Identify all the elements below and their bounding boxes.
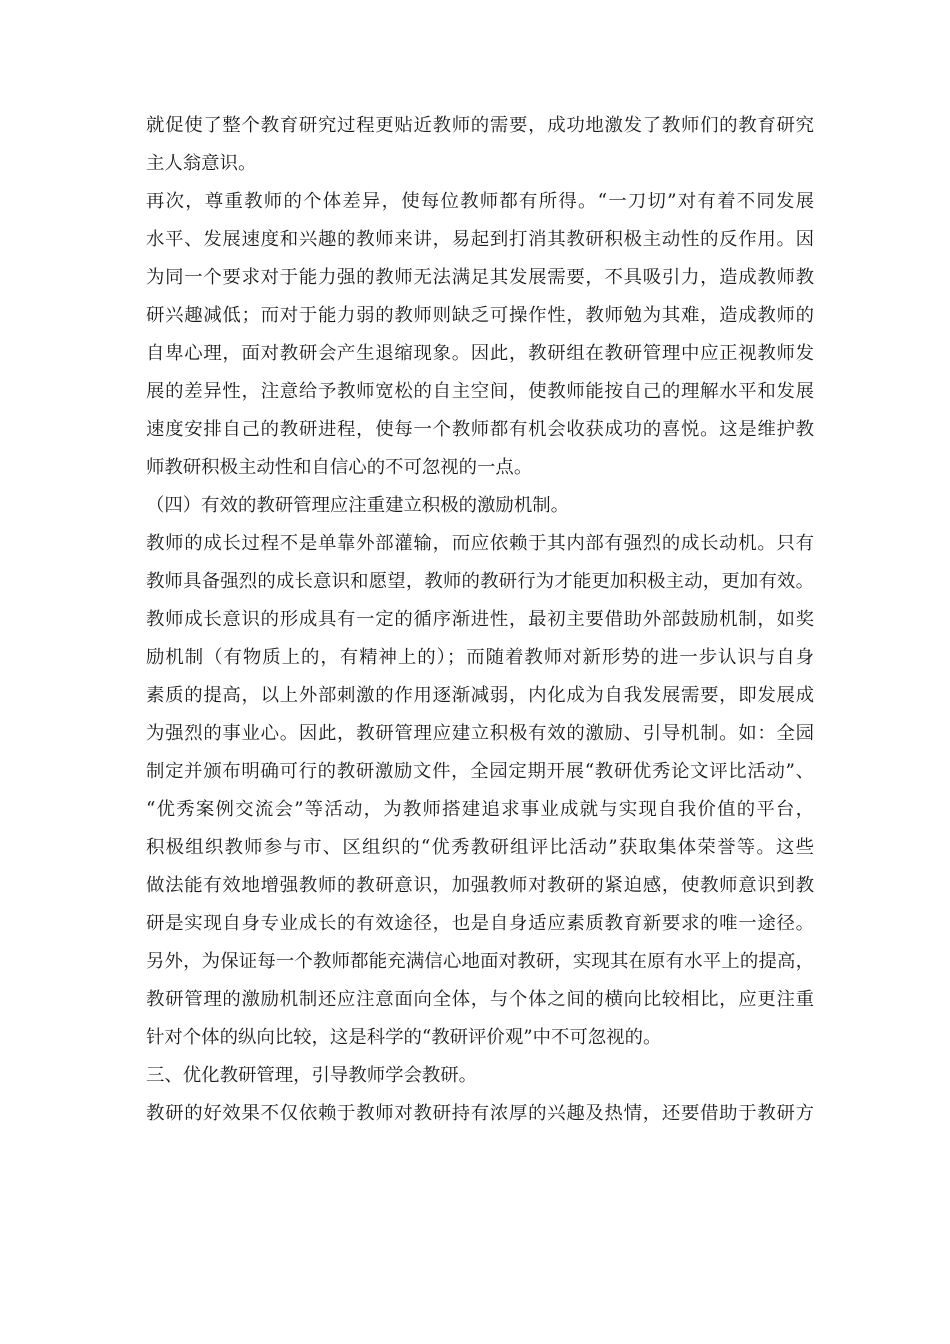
text-line: 再次，尊重教师的个体差异，使每位教师都有所得。“一刀切”对有着不同发展 bbox=[146, 191, 814, 212]
text-line: 积极组织教师参与市、区组织的“优秀教研组评比活动”获取集体荣誉等。这些 bbox=[146, 837, 814, 858]
text-line: 教师成长意识的形成具有一定的循序渐进性，最初主要借助外部鼓励机制，如奖 bbox=[146, 609, 814, 630]
section-heading: 三、优化教研管理，引导教师学会教研。 bbox=[146, 1065, 478, 1086]
text-line: 主人翁意识。 bbox=[146, 153, 257, 174]
text-line: 教师的成长过程不是单靠外部灌输，而应依赖于其内部有强烈的成长动机。只有 bbox=[146, 533, 814, 554]
text-line: 素质的提高，以上外部刺激的作用逐渐减弱，内化成为自我发展需要，即发展成 bbox=[146, 685, 814, 706]
text-line: 为同一个要求对于能力强的教师无法满足其发展需要，不具吸引力，造成教师教 bbox=[146, 267, 814, 288]
text-line: 研是实现自身专业成长的有效途径，也是自身适应素质教育新要求的唯一途径。 bbox=[146, 913, 814, 934]
text-line: 教研的好效果不仅依赖于教师对教研持有浓厚的兴趣及热情，还要借助于教研方 bbox=[146, 1103, 814, 1124]
text-line: 针对个体的纵向比较，这是科学的“教研评价观”中不可忽视的。 bbox=[146, 1027, 662, 1048]
text-line: “优秀案例交流会”等活动，为教师搭建追求事业成就与实现自我价值的平台， bbox=[146, 799, 814, 820]
text-line: 教师具备强烈的成长意识和愿望，教师的教研行为才能更加积极主动，更加有效。 bbox=[146, 571, 814, 592]
text-line: 自卑心理，面对教研会产生退缩现象。因此，教研组在教研管理中应正视教师发 bbox=[146, 343, 814, 364]
section-heading: （四）有效的教研管理应注重建立积极的激励机制。 bbox=[146, 495, 569, 516]
text-line: 水平、发展速度和兴趣的教师来讲，易起到打消其教研积极主动性的反作用。因 bbox=[146, 229, 814, 250]
text-line: 为强烈的事业心。因此，教研管理应建立积极有效的激励、引导机制。如：全园 bbox=[146, 723, 814, 744]
text-line: 速度安排自己的教研进程，使每一个教师都有机会收获成功的喜悦。这是维护教 bbox=[146, 419, 814, 440]
text-line: 做法能有效地增强教师的教研意识，加强教师对教研的紧迫感，使教师意识到教 bbox=[146, 875, 814, 896]
text-line: 展的差异性，注意给予教师宽松的自主空间，使教师能按自己的理解水平和发展 bbox=[146, 381, 814, 402]
text-line: 教研管理的激励机制还应注意面向全体，与个体之间的横向比较相比，应更注重 bbox=[146, 989, 814, 1010]
text-line: 研兴趣减低；而对于能力弱的教师则缺乏可操作性，教师勉为其难，造成教师的 bbox=[146, 305, 814, 326]
text-line: 师教研积极主动性和自信心的不可忽视的一点。 bbox=[146, 457, 533, 478]
text-line: 就促使了整个教育研究过程更贴近教师的需要，成功地激发了教师们的教育研究 bbox=[146, 115, 814, 136]
text-line: 励机制（有物质上的，有精神上的）；而随着教师对新形势的进一步认识与自身 bbox=[146, 647, 814, 668]
text-line: 制定并颁布明确可行的教研激励文件，全园定期开展“教研优秀论文评比活动”、 bbox=[146, 761, 814, 782]
text-line: 另外，为保证每一个教师都能充满信心地面对教研，实现其在原有水平上的提高， bbox=[146, 951, 814, 972]
